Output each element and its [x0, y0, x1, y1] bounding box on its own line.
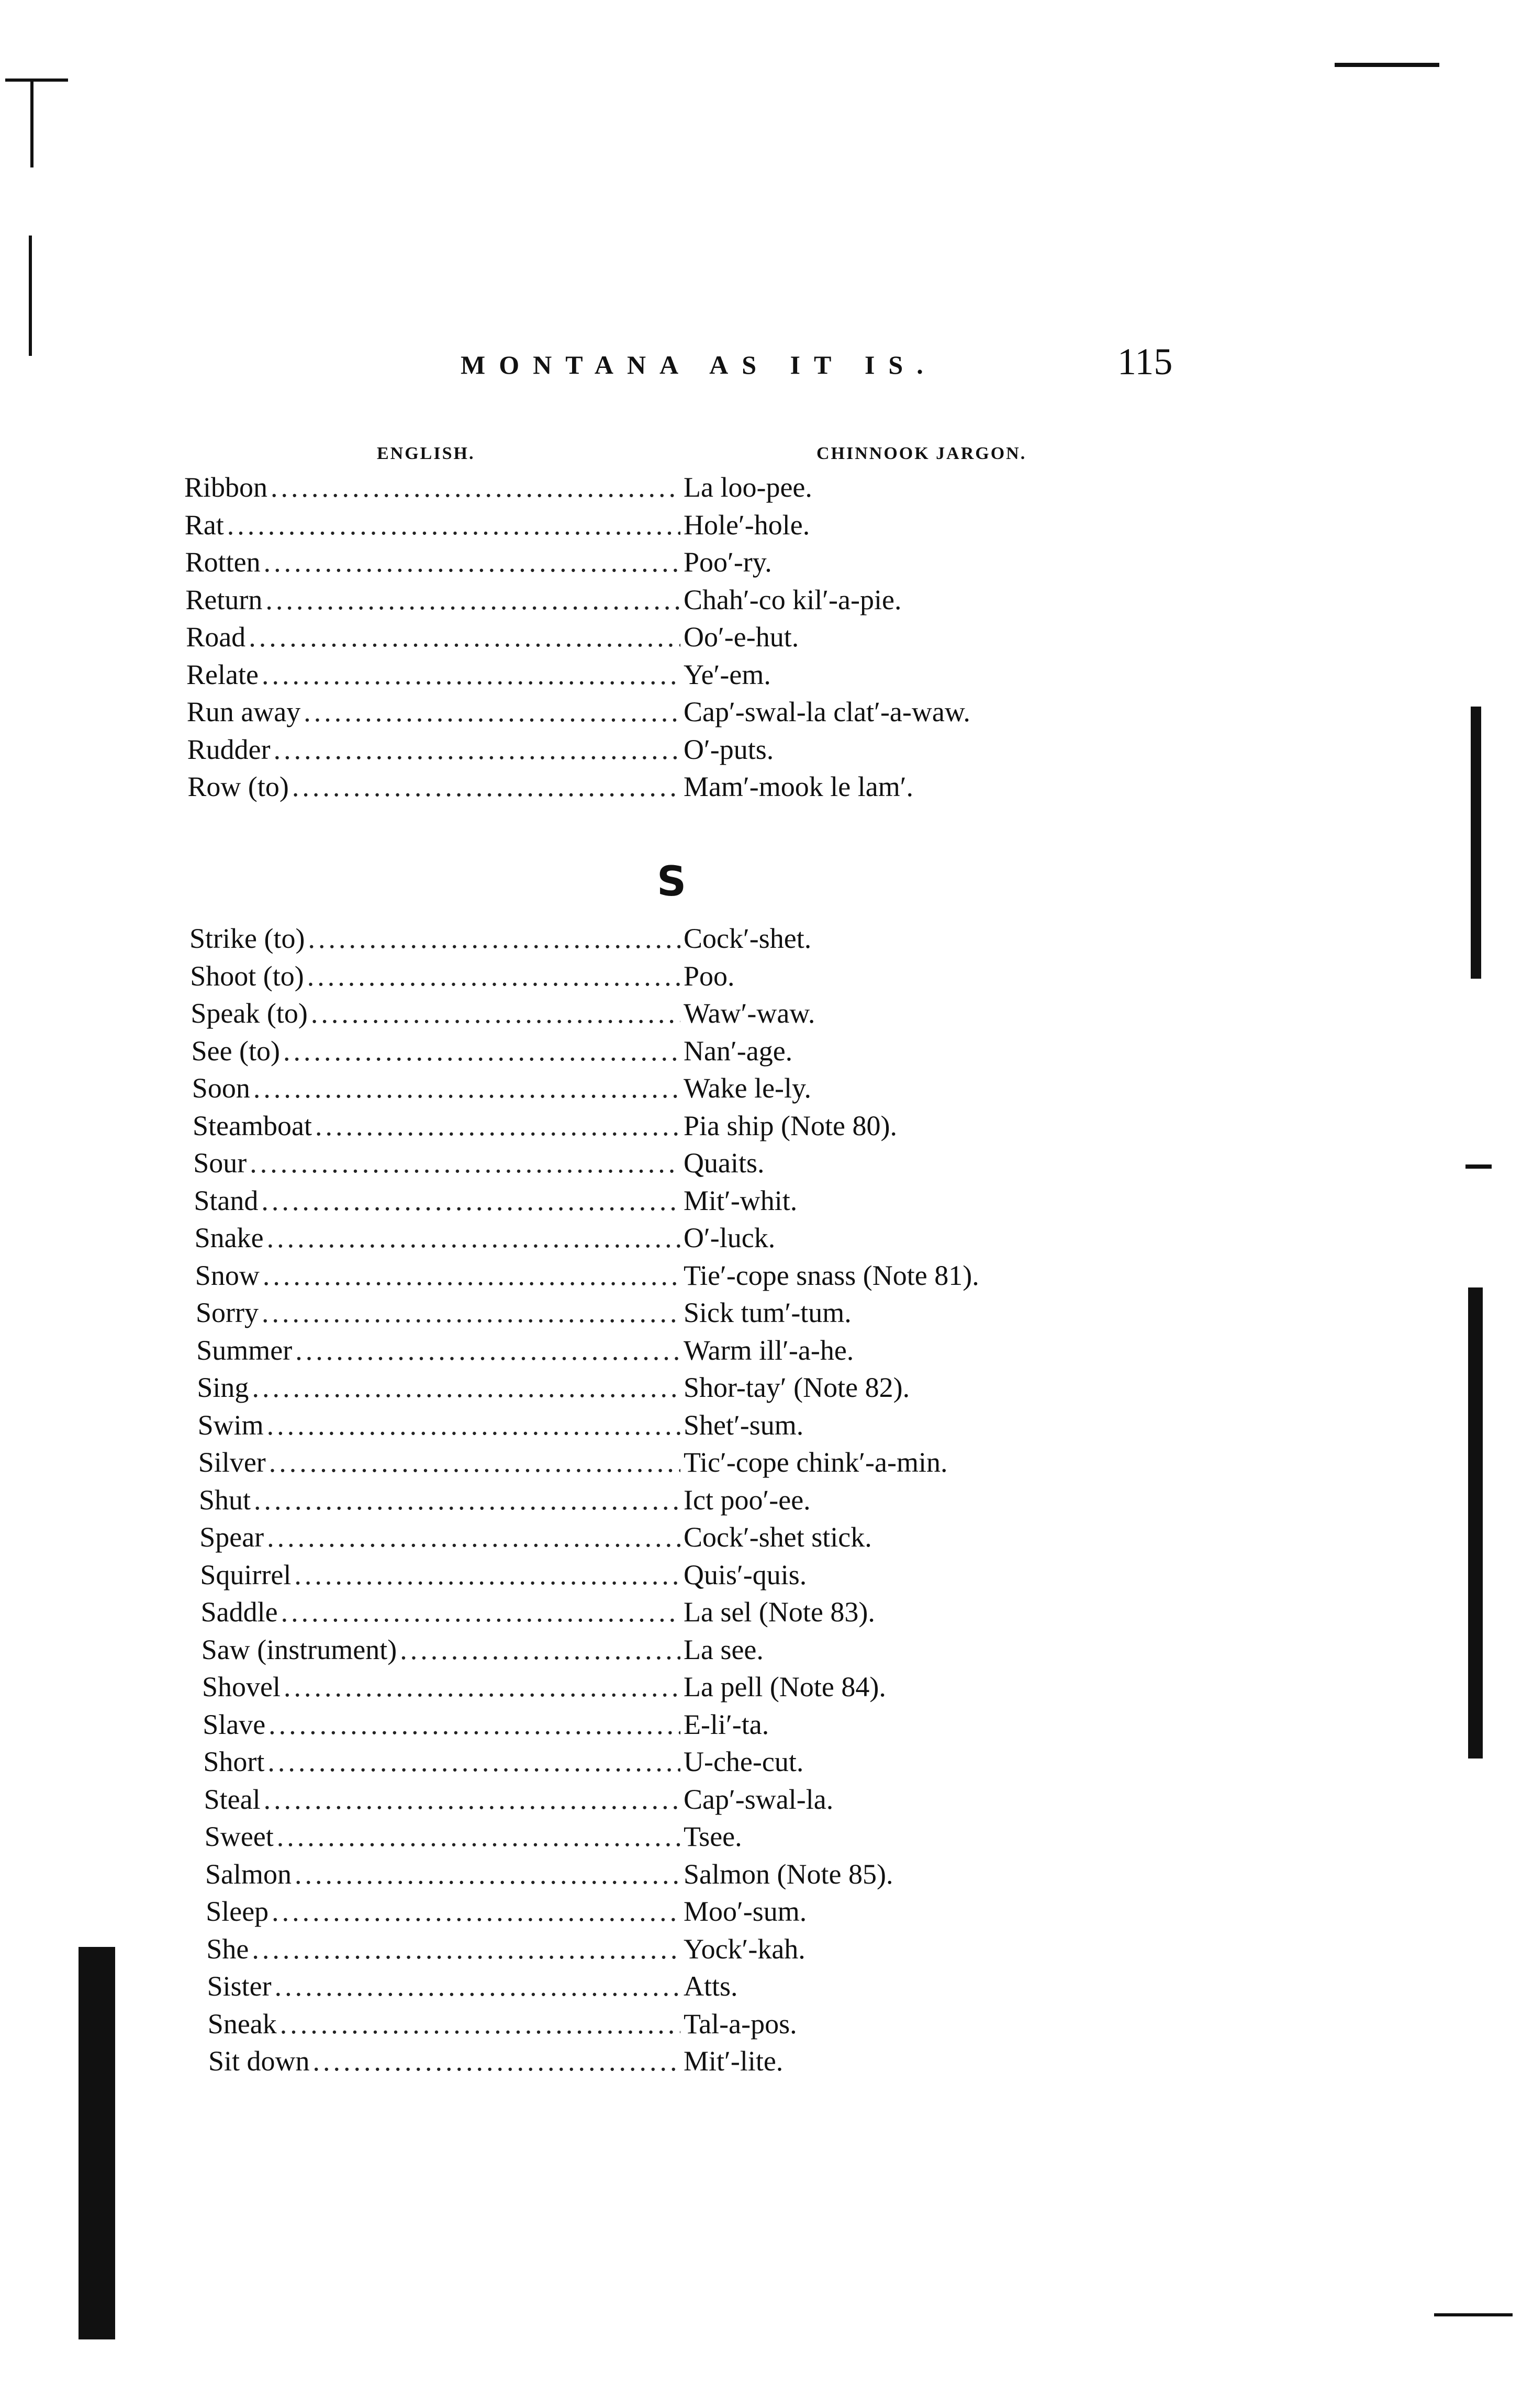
- english-word: Summer: [196, 1334, 293, 1366]
- dot-leader: [227, 509, 680, 541]
- vocab-entry: [187, 733, 774, 770]
- scan-mark-right-edge: [1471, 707, 1481, 979]
- english-word: Short: [203, 1746, 265, 1777]
- scan-mark-right-edge-2: [1468, 1287, 1483, 1759]
- english-word: Sister: [207, 1970, 272, 2002]
- dot-leader: [294, 1559, 680, 1591]
- english-word: Salmon: [205, 1858, 292, 1890]
- english-word: Shut: [199, 1484, 251, 1516]
- dot-leader: [262, 658, 680, 691]
- chinook-word: Cap′-swal-la clat′-a-waw.: [683, 696, 970, 727]
- vocab-entry: [195, 1259, 979, 1296]
- dot-leader: [274, 733, 680, 766]
- dot-leader: [264, 546, 680, 578]
- english-word: Silver: [198, 1447, 266, 1478]
- dot-leader: [263, 1259, 680, 1292]
- english-word: Squirrel: [200, 1559, 292, 1591]
- dot-leader: [307, 960, 680, 992]
- dot-leader: [249, 621, 680, 653]
- vocab-entry: [202, 1633, 764, 1670]
- english-word: Saddle: [200, 1596, 278, 1628]
- chinook-word: Quis′-quis.: [683, 1559, 807, 1591]
- english-word: She: [206, 1933, 249, 1965]
- chinook-word: Waw′-waw.: [683, 998, 815, 1029]
- scan-mark-right-top: [1335, 63, 1439, 67]
- dot-leader: [254, 1484, 680, 1516]
- dot-leader: [252, 1371, 680, 1404]
- chinook-word: Atts.: [683, 1970, 738, 2002]
- dot-leader: [315, 1110, 680, 1142]
- vocab-entry: [205, 1820, 742, 1857]
- dot-leader: [292, 770, 680, 803]
- chinook-word: Nan′-age.: [683, 1035, 793, 1067]
- english-word: Sorry: [196, 1297, 259, 1328]
- dot-leader: [267, 1745, 680, 1778]
- english-word: Rudder: [187, 733, 271, 765]
- vocab-entry: [192, 1035, 793, 1071]
- english-word: Saw (instrument): [201, 1633, 397, 1665]
- chinook-word: Poo.: [683, 960, 735, 992]
- vocab-entry: [190, 960, 734, 996]
- vocab-entry: [196, 1296, 852, 1333]
- dot-leader: [283, 1035, 680, 1067]
- chinook-word: Sick tum′-tum.: [684, 1297, 852, 1328]
- dot-leader: [272, 1895, 680, 1928]
- vocab-entry: [205, 1858, 893, 1895]
- vocab-entry: [194, 1184, 797, 1221]
- chinook-word: U-che-cut.: [683, 1746, 804, 1777]
- scan-mark-left-vertical-2: [29, 236, 32, 356]
- dot-leader: [271, 471, 680, 503]
- dot-leader: [267, 1409, 680, 1441]
- vocab-entry: [195, 1222, 776, 1258]
- chinook-word: Shet′-sum.: [683, 1409, 804, 1441]
- vocab-entry: [186, 658, 771, 695]
- english-word: Run away: [186, 696, 301, 727]
- dot-leader: [265, 584, 680, 616]
- dot-leader: [267, 1222, 680, 1254]
- chinook-word: Cock′-shet.: [684, 923, 812, 954]
- section-letter: S: [657, 858, 688, 905]
- english-word: Road: [186, 621, 246, 653]
- vocab-entry: [201, 1596, 875, 1632]
- chinook-word: Mam′-mook le lam′.: [683, 771, 914, 802]
- dot-leader: [280, 2008, 680, 2040]
- chinook-word: Cock′-shet stick.: [683, 1521, 872, 1553]
- english-word: Soon: [192, 1072, 250, 1104]
- english-word: Snake: [194, 1222, 264, 1253]
- chinook-word: Pia ship (Note 80).: [684, 1110, 897, 1141]
- dot-leader: [275, 1970, 680, 2002]
- vocab-entry: [203, 1708, 769, 1745]
- dot-leader: [281, 1596, 680, 1628]
- vocab-entry: [206, 1895, 807, 1932]
- dot-leader: [261, 1184, 680, 1217]
- vocab-entry: [198, 1409, 804, 1446]
- chinook-word: Yock′-kah.: [683, 1933, 805, 1965]
- vocab-entry: [184, 471, 812, 508]
- vocab-entry: [200, 1559, 807, 1595]
- chinook-word: La sel (Note 83).: [683, 1596, 875, 1628]
- english-word: Spear: [199, 1521, 264, 1553]
- vocab-entry: [197, 1371, 910, 1408]
- vocab-entry: [185, 584, 901, 620]
- chinook-word: Salmon (Note 85).: [684, 1858, 893, 1890]
- english-word: Steamboat: [193, 1110, 312, 1141]
- vocab-entry: [198, 1446, 948, 1483]
- dot-leader: [295, 1334, 680, 1367]
- vocab-entry: [204, 1783, 834, 1820]
- chinook-word: Poo′-ry.: [683, 546, 772, 578]
- english-word: Speak (to): [191, 998, 308, 1029]
- english-word: See (to): [191, 1035, 281, 1067]
- chinook-word: Hole′-hole.: [683, 509, 810, 541]
- english-word: Sit down: [208, 2045, 310, 2077]
- vocab-entry: [207, 1970, 738, 2007]
- dot-leader: [264, 1783, 680, 1816]
- scan-mark-left-bottom: [79, 1947, 115, 2339]
- vocab-entry: [208, 2008, 797, 2044]
- chinook-word: E-li′-ta.: [683, 1708, 769, 1740]
- chinook-word: Ict poo′-ee.: [684, 1484, 811, 1516]
- english-word: Sweet: [204, 1821, 274, 1852]
- dot-leader: [304, 696, 680, 728]
- english-word: Rotten: [185, 546, 261, 578]
- scan-mark-left-top: [5, 79, 68, 82]
- chinook-word: O′-luck.: [683, 1222, 776, 1253]
- dot-leader: [252, 1933, 680, 1965]
- english-word: Sour: [193, 1147, 247, 1179]
- vocab-entry: [192, 1072, 811, 1108]
- dot-leader: [277, 1820, 680, 1853]
- vocab-entry: [193, 1110, 897, 1146]
- chinook-word: Shor-tay′ (Note 82).: [683, 1372, 910, 1403]
- vocab-entry: [187, 770, 913, 807]
- english-word: Return: [185, 584, 263, 615]
- vocab-entry: [203, 1745, 803, 1782]
- english-word: Ribbon: [184, 472, 268, 503]
- chinook-word: Chah′-co kil′-a-pie.: [683, 584, 902, 615]
- english-word: Row (to): [187, 771, 289, 802]
- chinook-word: Tic′-cope chink′-a-min.: [683, 1447, 948, 1478]
- chinook-word: Warm ill′-a-he.: [683, 1334, 854, 1366]
- vocab-entry: [199, 1484, 811, 1520]
- english-word: Snow: [195, 1259, 260, 1291]
- chinook-word: La loo-pee.: [684, 472, 812, 503]
- chinook-word: Tie′-cope snass (Note 81).: [683, 1259, 979, 1291]
- running-title: MONTANA AS IT IS.: [461, 350, 937, 379]
- vocab-entry: [189, 922, 811, 959]
- chinook-word: Wake le-ly.: [683, 1072, 812, 1104]
- english-word: Strike (to): [189, 923, 305, 954]
- vocab-entry: [186, 621, 799, 657]
- vocab-entry: [187, 696, 970, 732]
- dot-leader: [268, 1708, 680, 1741]
- english-word: Sleep: [206, 1896, 269, 1927]
- vocab-entry: [208, 2045, 783, 2081]
- column-header-chinook: CHINNOOK JARGON.: [816, 444, 1027, 463]
- chinook-word: Mit′-lite.: [684, 2045, 784, 2077]
- vocab-entry: [185, 546, 772, 583]
- english-word: Shoot (to): [190, 960, 304, 992]
- dot-leader: [308, 922, 680, 955]
- chinook-word: Tal-a-pos.: [683, 2008, 797, 2040]
- vocab-entry: [185, 509, 810, 545]
- chinook-word: O′-puts.: [683, 733, 774, 765]
- vocab-entry: [196, 1334, 854, 1371]
- english-word: Rat: [184, 509, 224, 541]
- dot-leader: [311, 997, 680, 1029]
- dot-leader: [262, 1296, 680, 1329]
- chinook-word: Oo′-e-hut.: [683, 621, 799, 653]
- english-word: Sneak: [207, 2008, 277, 2040]
- chinook-word: Moo′-sum.: [683, 1896, 807, 1927]
- dot-leader: [269, 1446, 680, 1479]
- chinook-word: La see.: [683, 1633, 764, 1665]
- vocab-entry: [191, 997, 815, 1034]
- english-word: Relate: [186, 658, 259, 690]
- english-word: Sing: [197, 1372, 249, 1403]
- chinook-word: Tsee.: [683, 1821, 742, 1852]
- chinook-word: Ye′-em.: [684, 658, 771, 690]
- english-word: Slave: [203, 1708, 266, 1740]
- dot-leader: [250, 1147, 680, 1179]
- vocab-entry: [199, 1521, 872, 1558]
- dot-leader: [400, 1633, 680, 1666]
- vocab-entry: [206, 1933, 805, 1969]
- vocab-entry: [193, 1147, 764, 1183]
- dot-leader: [295, 1858, 680, 1890]
- english-word: Steal: [204, 1783, 261, 1815]
- scan-mark-left-vertical: [30, 79, 33, 167]
- scan-mark-right-dash: [1465, 1164, 1492, 1169]
- dot-leader: [313, 2045, 680, 2077]
- vocab-entry: [202, 1671, 886, 1707]
- chinook-word: Quaits.: [683, 1147, 765, 1179]
- scan-mark-right-bottom: [1434, 2313, 1513, 2316]
- dot-leader: [267, 1521, 680, 1553]
- page-number: 115: [1117, 341, 1173, 383]
- dot-leader: [284, 1671, 680, 1703]
- english-word: Shovel: [202, 1671, 281, 1703]
- dot-leader: [253, 1072, 680, 1104]
- column-header-english: ENGLISH.: [377, 444, 475, 463]
- chinook-word: Mit′-whit.: [683, 1184, 798, 1216]
- english-word: Stand: [194, 1184, 259, 1216]
- chinook-word: Cap′-swal-la.: [683, 1783, 834, 1815]
- english-word: Swim: [197, 1409, 264, 1441]
- chinook-word: La pell (Note 84).: [684, 1671, 886, 1703]
